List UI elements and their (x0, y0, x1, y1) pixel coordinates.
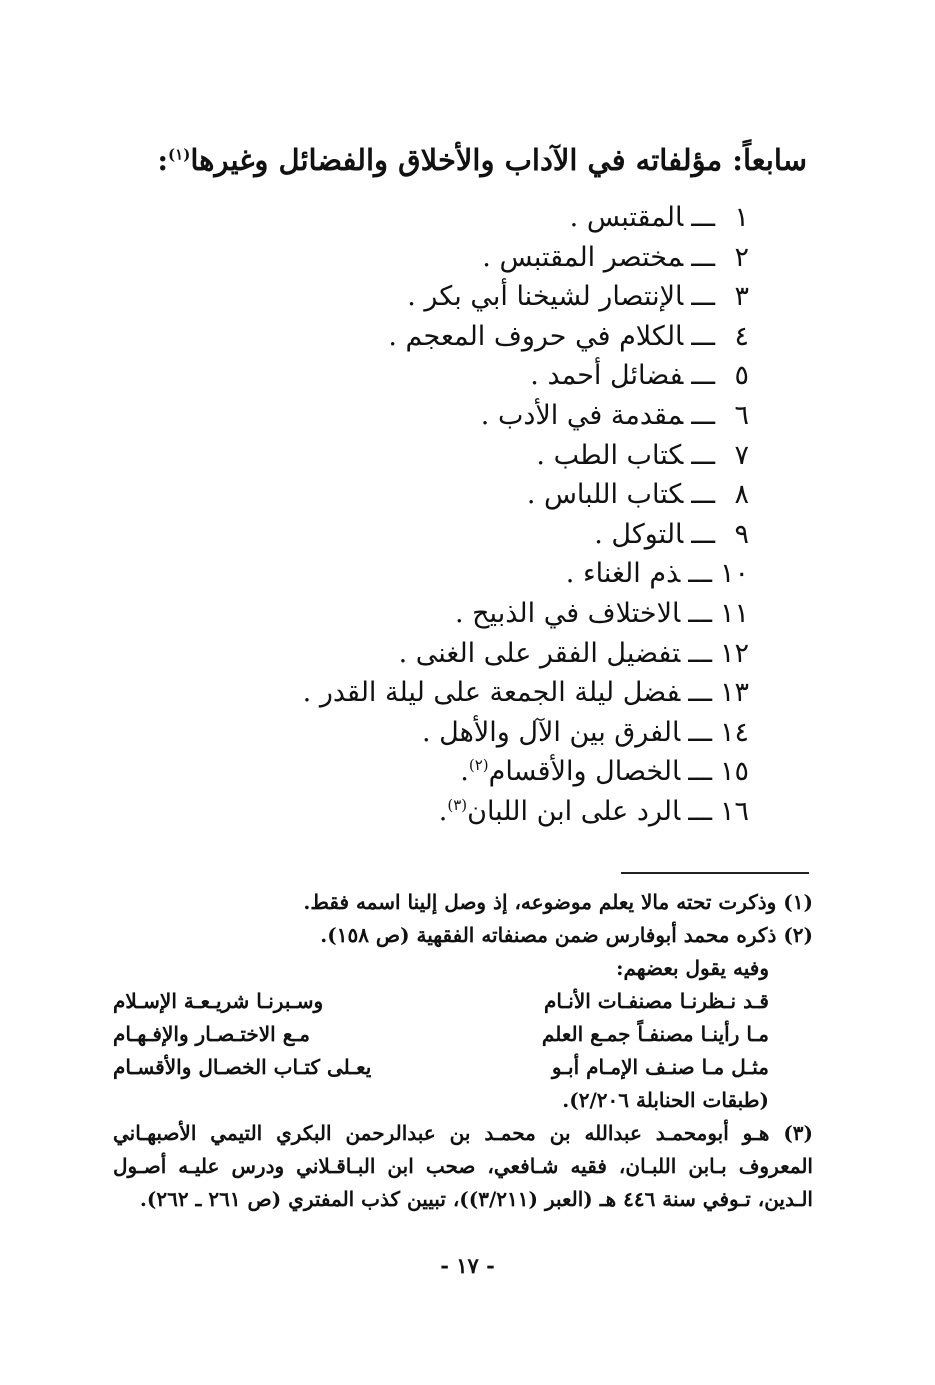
dash-separator: ـــ (688, 677, 712, 709)
book-title: كتاب اللباس . (526, 479, 684, 511)
book-number: ١٣ (719, 677, 749, 709)
heading-footnote-ref: (١) (168, 145, 191, 164)
footnote-1: (١) وذكرت تحته مالا يعلم موضوعه، إذ وصل إلينا اسمه فقط. (303, 890, 813, 914)
book-item (229, 317, 749, 357)
book-item (229, 673, 749, 713)
verse-second-hemistich: مـع الاختـصـار والإفـهـام (113, 1022, 310, 1046)
book-item (229, 198, 749, 238)
book-number: ٧ (734, 439, 749, 471)
footnotes (113, 886, 813, 1216)
poem-verse (113, 1018, 769, 1051)
footnote-2: (٢) ذكره محمد أبوفارس ضمن مصنفاته الفقهية (ص ١٥٨). (320, 923, 813, 947)
book-number: ٦ (734, 399, 749, 431)
book-title: الرد على ابن اللبان (467, 795, 681, 827)
book-number: ١ (734, 202, 749, 233)
poem-verse (113, 1051, 769, 1084)
dash-separator: ـــ (691, 518, 715, 550)
book-title: التوكل . (594, 518, 684, 550)
section-heading (157, 138, 807, 182)
book-item (229, 752, 749, 792)
page-number: - ١٧ - (440, 1253, 495, 1278)
book-title: الاختلاف في الذبيح . (454, 597, 681, 629)
book-number: ١٦ (719, 795, 749, 827)
footnote-2-source: (طبقات الحنابلة ٢/٢٠٦). (562, 1088, 769, 1112)
dash-separator: ـــ (691, 360, 715, 392)
dash-separator: ـــ (688, 637, 712, 669)
book-item (229, 792, 749, 832)
verse-second-hemistich: يعـلى كتـاب الخصـال والأقسـام (113, 1055, 372, 1079)
dash-separator: ـــ (688, 716, 712, 748)
book-item (229, 238, 749, 278)
book-number: ٤ (734, 320, 749, 352)
book-title: الإنتصار لشيخنا أبي بكر . (407, 281, 684, 313)
book-item (229, 594, 749, 634)
dash-separator: ـــ (691, 479, 715, 511)
book-item (229, 554, 749, 594)
verse-first-hemistich: مثـل مـا صنـف الإمـام أبـو (551, 1055, 769, 1079)
book-number: ١٤ (719, 716, 749, 748)
book-number: ٣ (734, 281, 749, 313)
dash-separator: ـــ (691, 202, 715, 233)
dash-separator: ـــ (688, 558, 712, 590)
book-number: ١٥ (719, 756, 749, 788)
book-item (229, 396, 749, 436)
verse-first-hemistich: قـد نـظرنـا مصنفـات الأنـام (543, 989, 769, 1013)
book-number: ٩ (734, 518, 749, 550)
book-number: ٨ (734, 479, 749, 511)
heading-text: سابعاً: مؤلفاته في الآداب والأخلاق والفضائل وغيرها (190, 143, 807, 177)
book-title: كتاب الطب . (536, 439, 684, 471)
dash-separator: ـــ (688, 756, 712, 788)
verse-second-hemistich: وسـبرنـا شريـعـة الإسـلام (113, 989, 324, 1013)
book-title: الفرق بين الآل والأهل . (422, 716, 681, 748)
book-title: المقتبس . (569, 202, 684, 233)
dash-separator: ـــ (691, 320, 715, 352)
book-item (229, 515, 749, 555)
book-number: ٥ (734, 360, 749, 392)
book-number: ١١ (719, 597, 749, 629)
poem (113, 985, 813, 1084)
book-list (229, 198, 749, 832)
book-title: مقدمة في الأدب . (480, 399, 684, 431)
book-title-period: . (438, 795, 448, 827)
footnote-3: (٣) هـو أبومحمـد عبدالله بن محمـد بن عبدالرحمن البكري التيمي الأصبهـاني المعروف بـابن اللبـان، فقيه شـافعي، صحب ابن البـاقـلاني ودرس عليـه أصـول الـدين، تـوفي سنة ٤٤٦ هـ (العبر (٣/٢١١))، تبيين كذب المفتري (ص ٢٦١ ـ ٢٦٢). (113, 1121, 813, 1211)
heading-colon: : (157, 143, 169, 177)
book-title: الخصال والأقسام (488, 756, 681, 788)
footnote-separator (621, 872, 809, 874)
book-title: الكلام في حروف المعجم . (388, 320, 684, 352)
verse-first-hemistich: مـا رأينـا مصنفـاً جمـع العلم (541, 1022, 769, 1046)
book-title: فضائل أحمد . (530, 360, 684, 392)
book-title: مختصر المقتبس . (482, 241, 684, 273)
footnote-ref: (٣) (447, 795, 468, 814)
book-item (229, 713, 749, 753)
book-title: فضل ليلة الجمعة على ليلة القدر . (302, 677, 681, 709)
book-title: تفضيل الفقر على الغنى . (398, 637, 681, 669)
dash-separator: ـــ (688, 795, 712, 827)
footnote-2-intro: وفيه يقول بعضهم: (616, 956, 769, 980)
book-number: ١٢ (719, 637, 749, 669)
book-number: ١٠ (719, 558, 749, 590)
footnote-ref: (٢) (468, 756, 489, 775)
book-title: ذم الغناء . (565, 558, 681, 590)
book-item (229, 475, 749, 515)
book-number: ٢ (734, 241, 749, 273)
dash-separator: ـــ (691, 439, 715, 471)
poem-verse (113, 985, 769, 1018)
dash-separator: ـــ (691, 281, 715, 313)
dash-separator: ـــ (688, 597, 712, 629)
book-item (229, 277, 749, 317)
book-title-period: . (460, 756, 469, 788)
book-item (229, 436, 749, 476)
dash-separator: ـــ (691, 399, 715, 431)
book-item (229, 356, 749, 396)
book-item (229, 634, 749, 674)
dash-separator: ـــ (691, 241, 715, 273)
